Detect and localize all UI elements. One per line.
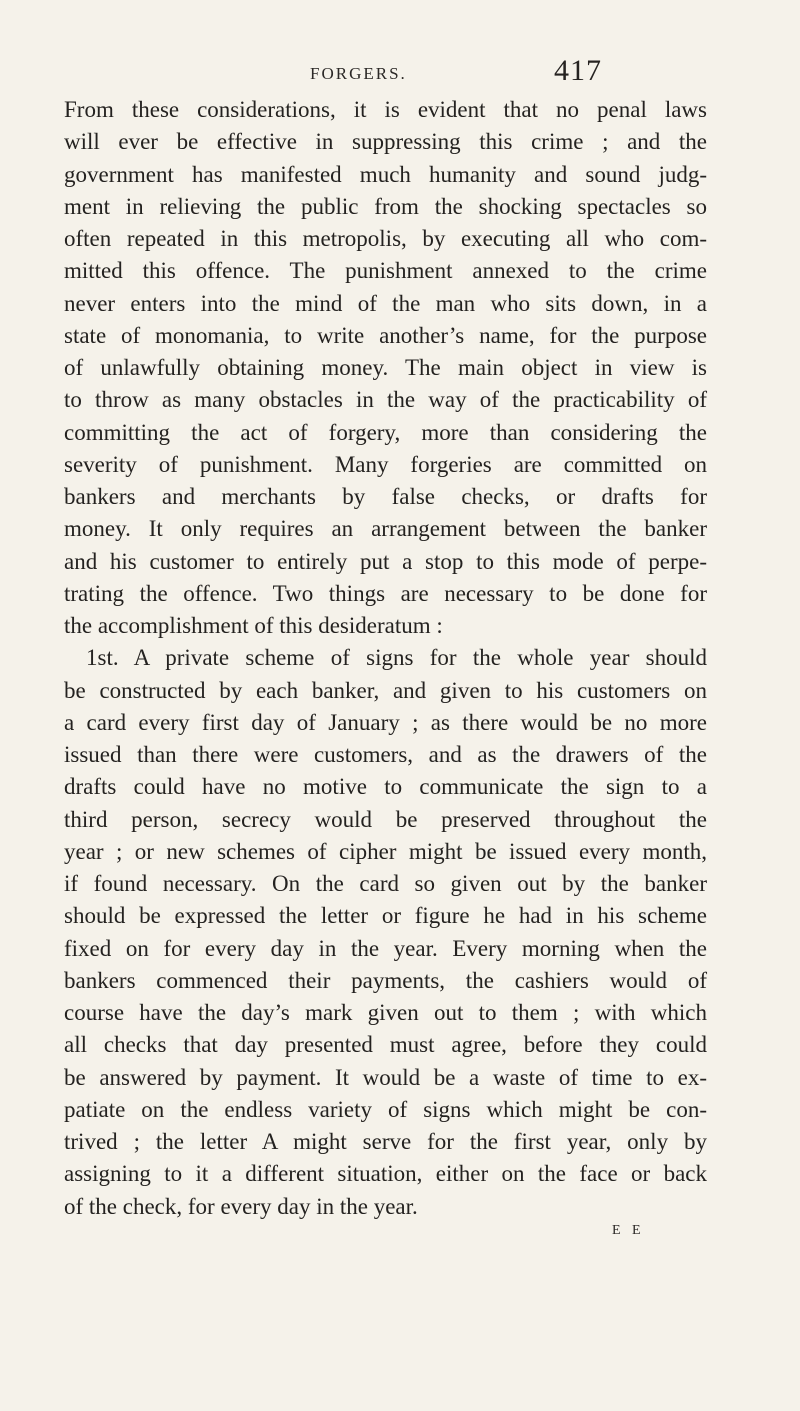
- text-line: year ; or new schemes of cipher might be issued every month,: [64, 838, 707, 864]
- text-line: trating the offence. Two things are necessary to be done for: [64, 580, 707, 606]
- text-line: issued than there were customers, and as the drawers of the: [64, 742, 707, 767]
- text-line: bankers and merchants by false checks, or drafts for: [64, 484, 707, 509]
- text-line: state of monomania, to write another’s name, for the purpose: [64, 322, 707, 348]
- text-line: should be expressed the letter or figure he had in his scheme: [64, 903, 707, 929]
- text-line: be constructed by each banker, and given to his customers on: [64, 677, 707, 703]
- text-line: fixed on for every day in the year. Every morning when the: [64, 935, 707, 961]
- running-title: FORGERS.: [310, 64, 407, 83]
- text-line: of unlawfully obtaining money. The main object in view is: [64, 355, 707, 380]
- text-line: drafts could have no motive to communicate the sign to a: [64, 774, 707, 800]
- text-line: money. It only requires an arrangement between the banker: [64, 516, 707, 542]
- text-line: a card every first day of January ; as there would be no more: [64, 709, 707, 735]
- text-line: the accomplishment of this desideratum :: [64, 613, 443, 638]
- text-line: committing the act of forgery, more than considering the: [64, 419, 707, 445]
- text-line: often repeated in this metropolis, by executing all who com-: [64, 226, 707, 251]
- text-line: patiate on the endless variety of signs which might be con-: [64, 1096, 707, 1122]
- text-line: of the check, for every day in the year.: [64, 1193, 418, 1219]
- text-line: ment in relieving the public from the shocking spectacles so: [64, 193, 707, 219]
- text-line: government has manifested much humanity and sound judg-: [64, 161, 707, 187]
- text-line: will ever be effective in suppressing this crime ; and the: [64, 129, 707, 155]
- text-line: and his customer to entirely put a stop to this mode of perpe-: [64, 548, 707, 574]
- page-number: 417: [554, 54, 602, 87]
- running-head: [0, 54, 800, 94]
- text-line: be answered by payment. It would be a waste of time to ex-: [64, 1064, 707, 1090]
- body-text: [64, 94, 707, 1223]
- text-line: bankers commenced their payments, the cashiers would of: [64, 967, 707, 993]
- text-line: trived ; the letter A might serve for the first year, only by: [64, 1129, 707, 1154]
- text-line: to throw as many obstacles in the way of the practicability of: [64, 387, 707, 413]
- text-line: if found necessary. On the card so given out by the banker: [64, 871, 707, 896]
- text-line: From these considerations, it is evident that no penal laws: [64, 97, 707, 122]
- signature-mark: E E: [612, 1223, 645, 1238]
- text-line: severity of punishment. Many forgeries are committed on: [64, 451, 707, 477]
- text-line: 1st. A private scheme of signs for the whole year should: [86, 645, 707, 671]
- text-line: all checks that day presented must agree, before they could: [64, 1032, 707, 1058]
- text-line: assigning to it a different situation, either on the face or back: [64, 1161, 707, 1187]
- text-line: mitted this offence. The punishment annexed to the crime: [64, 258, 707, 284]
- text-line: course have the day’s mark given out to them ; with which: [64, 1000, 707, 1025]
- text-line: never enters into the mind of the man who sits down, in a: [64, 290, 707, 316]
- text-line: third person, secrecy would be preserved throughout the: [64, 806, 707, 832]
